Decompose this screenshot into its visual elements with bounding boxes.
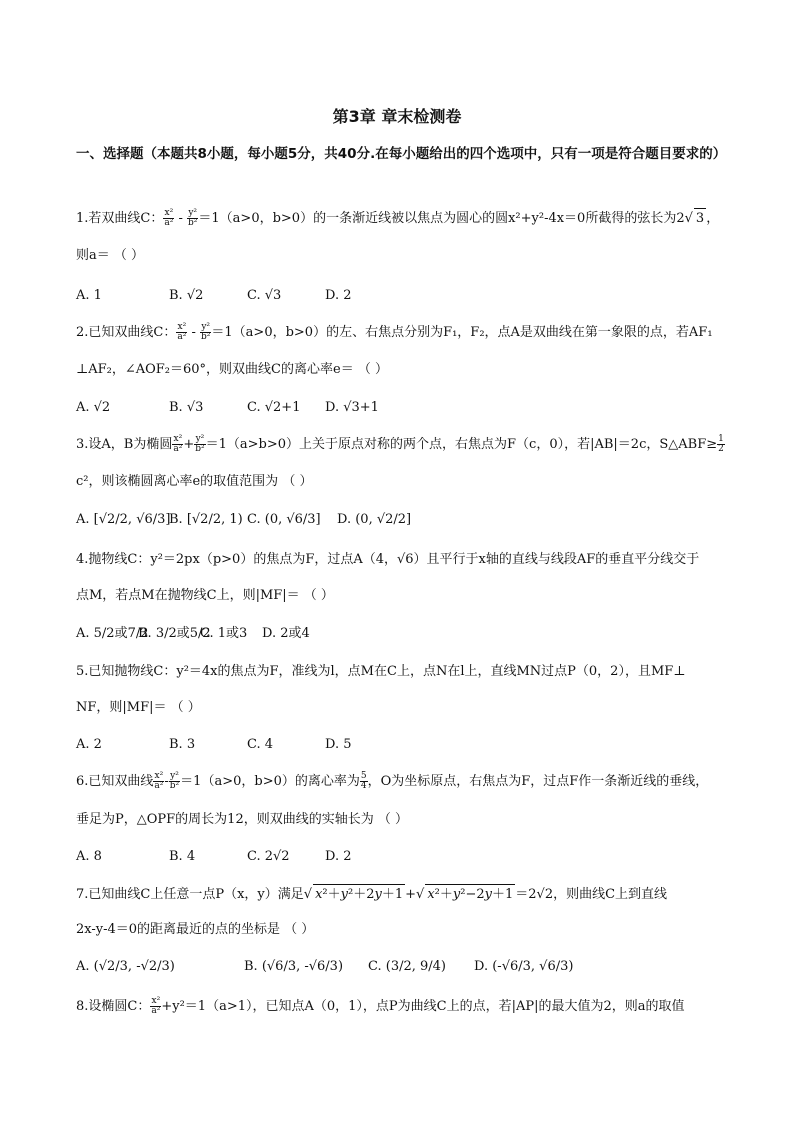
q2-option-d[interactable]: D. √3+1 (325, 400, 379, 415)
q5-line1: 5.已知抛物线C：y²＝4x的焦点为F，准线为l，点M在C上，点N在l上，直线MN过点P（0，2），且MF⊥ (76, 664, 686, 679)
q1-option-d[interactable]: D. 2 (325, 288, 352, 303)
q7-option-a[interactable]: A. (√2/3, -√2/3) (76, 959, 175, 974)
q3-option-c[interactable]: C. (0, √6/3] (247, 512, 321, 527)
q2-line2: ⊥AF₂，∠AOF₂＝60°，则双曲线C的离心率e＝ （ ） (76, 362, 388, 377)
q7-line1: 7.已知曲线C上任意一点P（x，y）满足√ x²＋y²＋2y＋1 +√ x²＋y²−2y＋1 ＝2√2，则曲线C上到直线 (76, 884, 726, 905)
q6-option-d[interactable]: D. 2 (325, 849, 352, 864)
q7-line2: 2x-y-4＝0的距离最近的点的坐标是 （ ） (76, 922, 315, 937)
q1-options (76, 286, 352, 306)
q2-option-a[interactable]: A. √2 (76, 400, 111, 415)
q4-option-c[interactable]: C. 1或3 (200, 626, 248, 641)
q8-line1: 8.设椭圆C： $\frac{\text{x²}}{\text{a²}}$ +y²＝1（a>1），已知点A（0，1），点P为曲线C上的点，若|AP|的最大值为2，则a的取值 (76, 996, 685, 1016)
q1-option-a[interactable]: A. 1 (76, 288, 102, 303)
q2-options (76, 398, 379, 418)
q3-line2: c²，则该椭圆离心率e的取值范围为 （ ） (76, 474, 313, 489)
q7-option-b[interactable]: B. (√6/3, -√6/3) (244, 959, 344, 974)
q5-option-d[interactable]: D. 5 (325, 737, 352, 752)
q2-option-c[interactable]: C. √2+1 (247, 400, 301, 415)
q3-line1: 3.设A，B为椭圆 $\frac{\text{x²}}{\text{a²}}$ + $\frac{\text{y²}}{\text{b²}}$ ＝1（a>b>0）上关于原点对称的两个点，右焦点为F（c，0），若|AB|＝2c，S△ABF≥ $\frac{1}{2}$ (76, 434, 724, 454)
q3-option-d[interactable]: D. (0, √2/2] (337, 512, 412, 527)
q3-option-a[interactable]: A. [√2/2, √6/3] (76, 512, 171, 527)
q5-option-b[interactable]: B. 3 (169, 737, 196, 752)
section-heading: 一、选择题（本题共8小题，每小题5分，共40分.在每小题给出的四个选项中，只有一项是符合题目要求的） (76, 146, 727, 162)
q4-option-d[interactable]: D. 2或4 (262, 626, 310, 641)
q6-option-b[interactable]: B. 4 (169, 849, 196, 864)
q2-line1: 2.已知双曲线C： $\frac{\text{x²}}{\text{a²}}$ - $\frac{\text{y²}}{\text{b²}}$ ＝1（a>0，b>0）的左、右焦点分别为F₁，F₂，点A是双曲线在第一象限的点，若AF₁ (76, 322, 713, 342)
q5-option-a[interactable]: A. 2 (76, 737, 102, 752)
q1-option-b[interactable]: B. √2 (169, 288, 204, 303)
q6-line1: 6.已知双曲线 $\frac{\text{x²}}{\text{a²}}$ - $\frac{\text{y²}}{\text{b²}}$ ＝1（a>0，b>0）的离心率为 $\frac{5}{4}$ ，O为坐标原点，右焦点为F，过点F作一条渐近线的垂线， (76, 771, 709, 791)
q4-line2: 点M，若点M在抛物线C上，则|MF|＝ （ ） (76, 588, 334, 603)
q3-option-b[interactable]: B. [√2/2, 1) (169, 512, 243, 527)
q5-option-c[interactable]: C. 4 (247, 737, 274, 752)
q1-line1: 1.若双曲线C： $\frac{\text{x²}}{\text{a²}}$ - $\frac{\text{y²}}{\text{b²}}$ ＝1（a>0，b>0）的一条渐近线被以焦点为圆心的圆x²+y²-4x＝0所截得的弦长为2√ 3 ， (76, 208, 720, 228)
page-title: 第3章 章末检测卷 (332, 107, 462, 126)
q4-option-b[interactable]: B. 3/2或5/2 (138, 626, 211, 641)
q3-options (76, 510, 411, 530)
q4-options (76, 624, 310, 644)
q5-options (76, 735, 352, 755)
q7-options (76, 957, 573, 977)
q2-option-b[interactable]: B. √3 (169, 400, 204, 415)
q6-option-a[interactable]: A. 8 (76, 849, 102, 864)
q6-line2: 垂足为P，△OPF的周长为12，则双曲线的实轴长为 （ ） (76, 812, 408, 827)
q7-option-c[interactable]: C. (3/2, 9/4) (368, 959, 446, 974)
q1-option-c[interactable]: C. √3 (247, 288, 282, 303)
q1-line2: 则a＝ （ ） (76, 248, 145, 263)
q7-option-d[interactable]: D. (-√6/3, √6/3) (474, 959, 574, 974)
q6-option-c[interactable]: C. 2√2 (247, 849, 290, 864)
q4-option-a[interactable]: A. 5/2或7/2 (76, 626, 149, 641)
q6-options (76, 847, 352, 867)
q5-line2: NF，则|MF|＝ （ ） (76, 700, 201, 715)
q4-line1: 4.抛物线C：y²＝2px（p>0）的焦点为F，过点A（4，√6）且平行于x轴的直线与线段AF的垂直平分线交于 (76, 552, 700, 567)
